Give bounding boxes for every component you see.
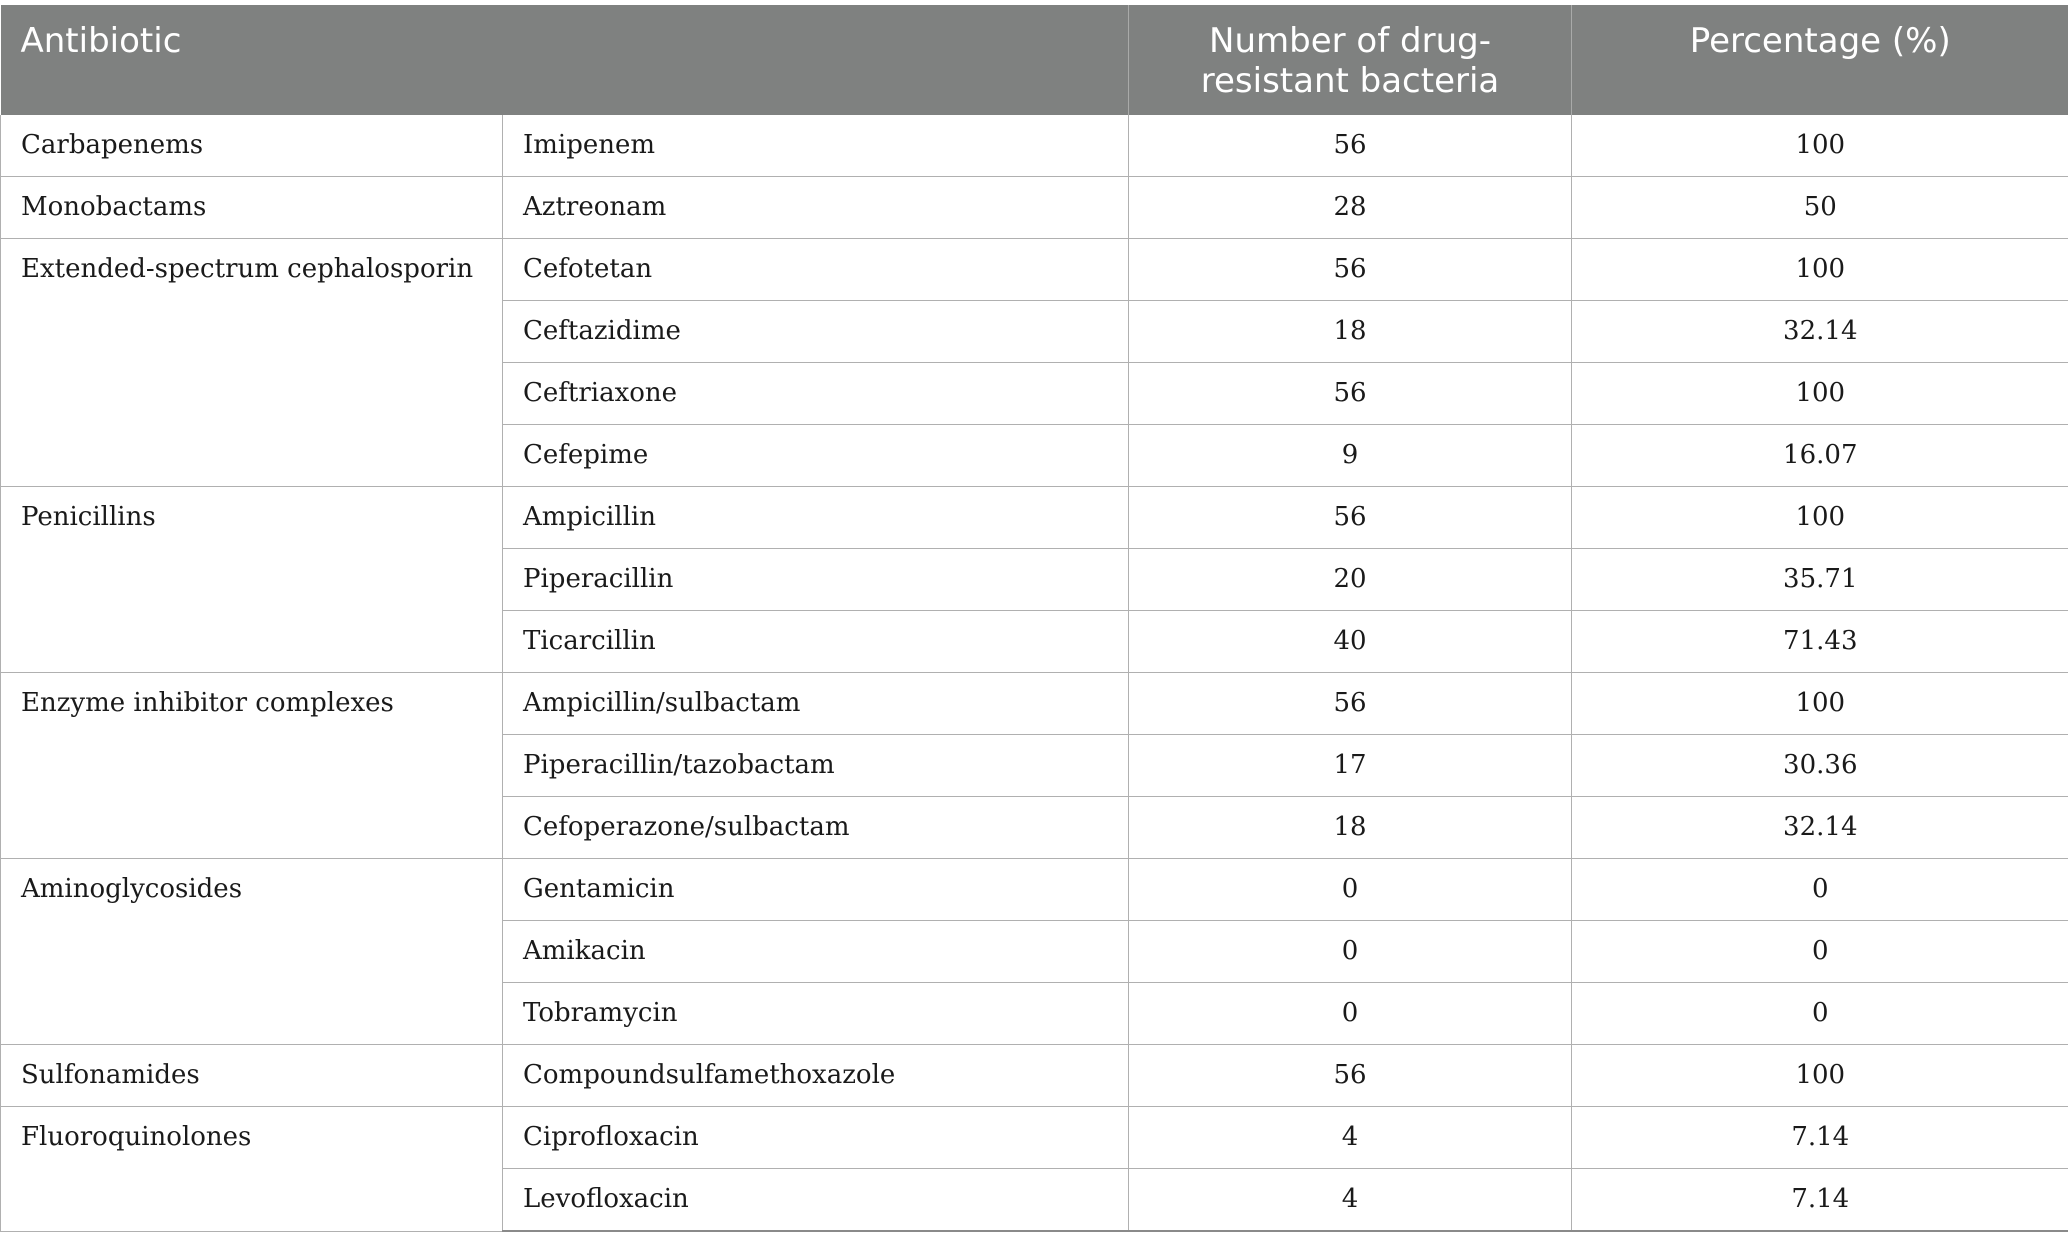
drug-name-cell: Ampicillin/sulbactam [503,673,1129,735]
percentage-cell: 16.07 [1572,425,2068,487]
table-row [1,1107,2068,1169]
header-number: Number of drug-resistant bacteria [1129,5,1572,115]
percentage-cell: 100 [1572,115,2068,177]
resistant-count-cell: 56 [1129,1045,1572,1107]
resistant-count-cell: 20 [1129,549,1572,611]
drug-name-cell: Aztreonam [503,177,1129,239]
antibiotic-class-cell: Carbapenems [1,115,503,177]
drug-name-cell: Cefepime [503,425,1129,487]
drug-name-cell: Tobramycin [503,983,1129,1045]
drug-name-cell: Ceftazidime [503,301,1129,363]
table-row [1,487,2068,549]
resistant-count-cell: 0 [1129,983,1572,1045]
drug-name-cell: Ticarcillin [503,611,1129,673]
percentage-cell: 71.43 [1572,611,2068,673]
percentage-cell: 100 [1572,1045,2068,1107]
antibiotic-class-cell: Enzyme inhibitor complexes [1,673,503,859]
table-row [1,1045,2068,1107]
resistant-count-cell: 28 [1129,177,1572,239]
antibiotic-class-cell: Extended-spectrum cephalosporin [1,239,503,487]
resistant-count-cell: 56 [1129,115,1572,177]
resistant-count-cell: 56 [1129,363,1572,425]
drug-name-cell: Imipenem [503,115,1129,177]
table-row [1,239,2068,301]
resistance-table [0,5,2068,1232]
antibiotic-class-cell: Penicillins [1,487,503,673]
drug-name-cell: Gentamicin [503,859,1129,921]
percentage-cell: 100 [1572,363,2068,425]
drug-name-cell: Levofloxacin [503,1169,1129,1232]
percentage-cell: 7.14 [1572,1107,2068,1169]
resistant-count-cell: 56 [1129,673,1572,735]
table-header [1,5,2068,115]
percentage-cell: 100 [1572,487,2068,549]
resistant-count-cell: 0 [1129,859,1572,921]
resistant-count-cell: 0 [1129,921,1572,983]
drug-name-cell: Ciprofloxacin [503,1107,1129,1169]
drug-name-cell: Piperacillin/tazobactam [503,735,1129,797]
resistant-count-cell: 4 [1129,1169,1572,1232]
table-row [1,673,2068,735]
percentage-cell: 32.14 [1572,301,2068,363]
header-antibiotic: Antibiotic [1,5,1129,115]
antibiotic-class-cell: Fluoroquinolones [1,1107,503,1232]
drug-name-cell: Amikacin [503,921,1129,983]
table-body [1,115,2068,1231]
resistant-count-cell: 18 [1129,301,1572,363]
percentage-cell: 35.71 [1572,549,2068,611]
percentage-cell: 0 [1572,859,2068,921]
percentage-cell: 100 [1572,239,2068,301]
drug-name-cell: Cefoperazone/sulbactam [503,797,1129,859]
percentage-cell: 7.14 [1572,1169,2068,1232]
percentage-cell: 30.36 [1572,735,2068,797]
antibiotic-class-cell: Aminoglycosides [1,859,503,1045]
drug-name-cell: Piperacillin [503,549,1129,611]
antibiotic-class-cell: Sulfonamides [1,1045,503,1107]
resistant-count-cell: 9 [1129,425,1572,487]
percentage-cell: 50 [1572,177,2068,239]
antibiotic-class-cell: Monobactams [1,177,503,239]
table-row [1,177,2068,239]
resistant-count-cell: 56 [1129,487,1572,549]
header-percentage: Percentage (%) [1572,5,2068,115]
drug-name-cell: Cefotetan [503,239,1129,301]
drug-name-cell: Ceftriaxone [503,363,1129,425]
drug-name-cell: Compoundsulfamethoxazole [503,1045,1129,1107]
drug-name-cell: Ampicillin [503,487,1129,549]
percentage-cell: 32.14 [1572,797,2068,859]
table-row [1,115,2068,177]
percentage-cell: 0 [1572,983,2068,1045]
resistant-count-cell: 56 [1129,239,1572,301]
resistant-count-cell: 18 [1129,797,1572,859]
resistant-count-cell: 17 [1129,735,1572,797]
table-row [1,859,2068,921]
resistant-count-cell: 4 [1129,1107,1572,1169]
resistant-count-cell: 40 [1129,611,1572,673]
percentage-cell: 100 [1572,673,2068,735]
percentage-cell: 0 [1572,921,2068,983]
